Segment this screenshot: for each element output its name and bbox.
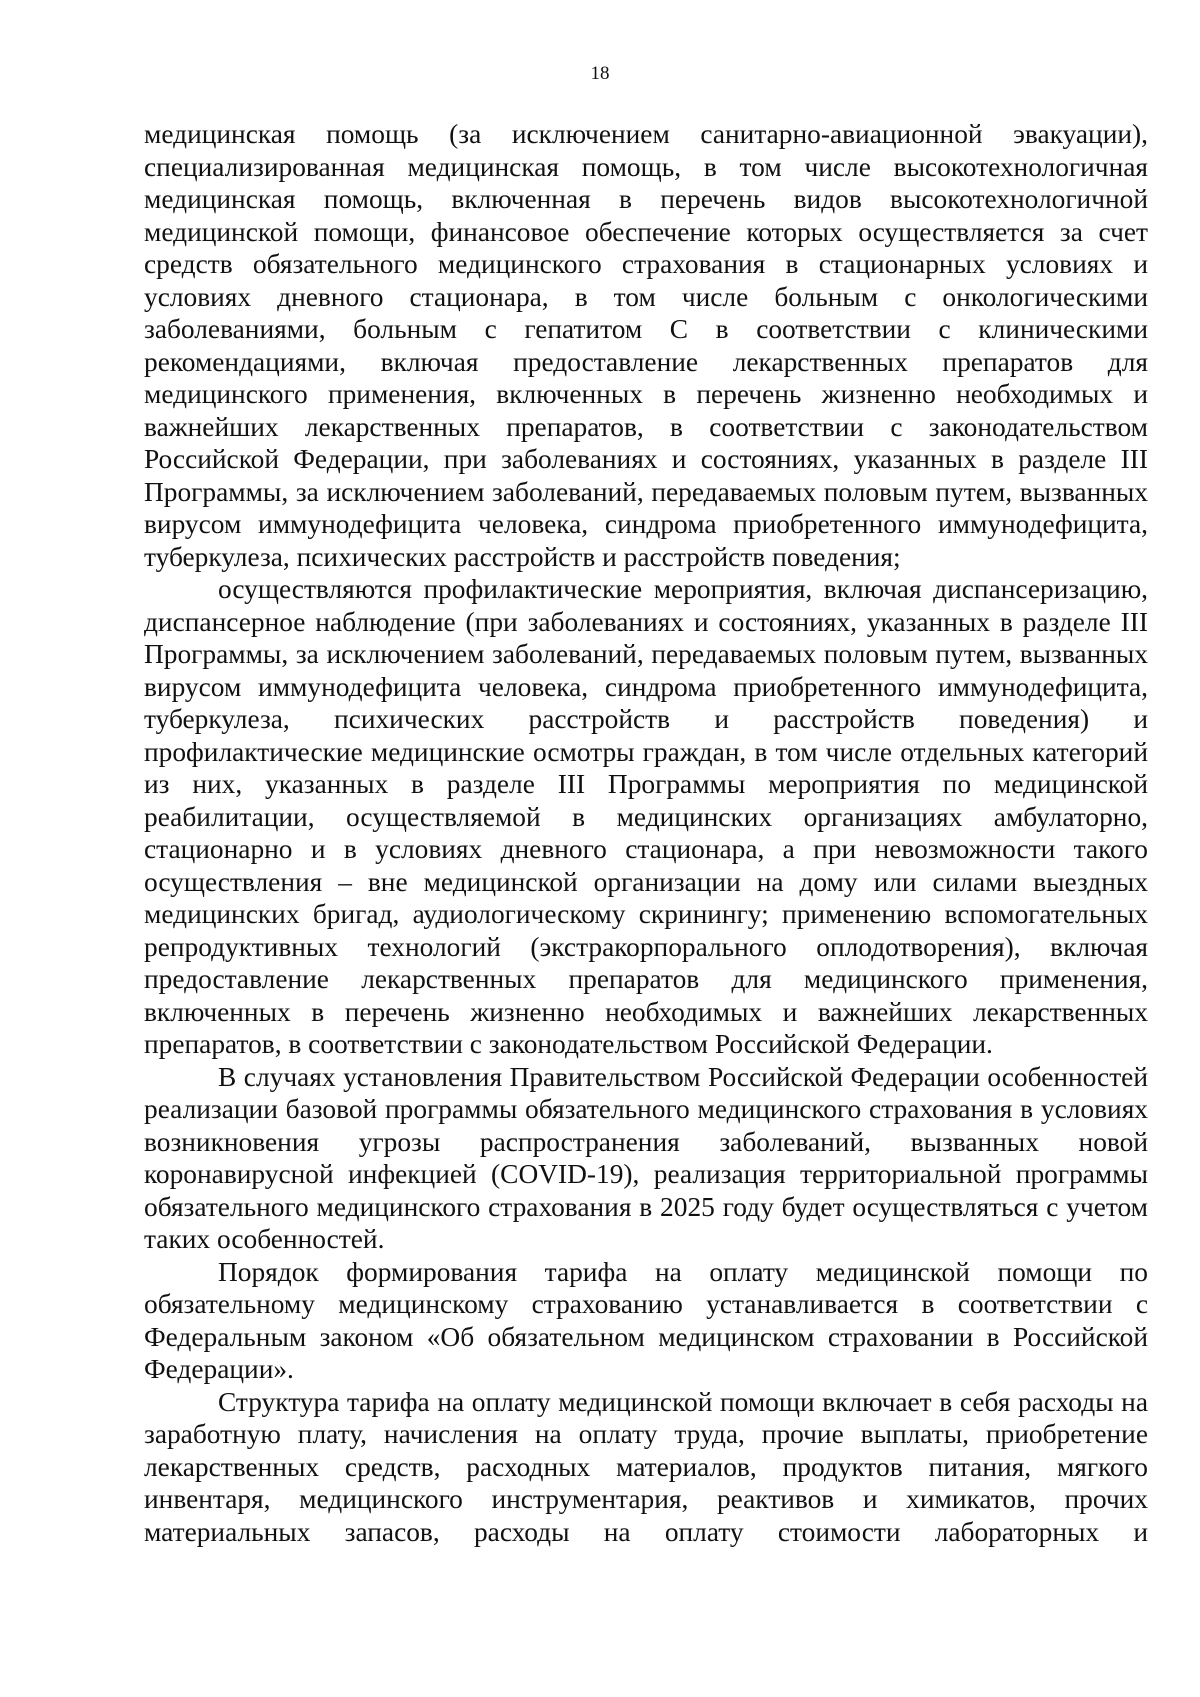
page-number: 18	[590, 63, 610, 84]
document-body	[144, 118, 1148, 1548]
paragraph-tariff-procedure: Порядок формирования тарифа на оплату медицинской помощи по обязательному медицинскому страхованию устанавливается в соответствии с Федеральным законом «Об обязательном медицинском страховании в Российской Федерации».	[144, 1256, 1148, 1384]
paragraph-covid-features: В случаях установления Правительством Российской Федерации особенностей реализации базовой программы обязательного медицинского страхования в условиях возникновения угрозы распространения заболеваний, вызванных новой коронавирусной инфекцией (COVID-19), реализация территориальной программы обязательного медицинского страхования в 2025 году будет осуществляться с учетом таких особенностей.	[144, 1061, 1148, 1254]
paragraph-tariff-structure: Структура тарифа на оплату медицинской помощи включает в себя расходы на заработную плату, начисления на оплату труда, прочие выплаты, приобретение лекарственных средств, расходных материалов, продуктов питания, мягкого инвентаря, медицинского инструментария, реактивов и химикатов, прочих материальных запасов, расходы на оплату стоимости лабораторных и	[144, 1386, 1148, 1547]
paragraph-preventive-measures: осуществляются профилактические мероприятия, включая диспансеризацию, диспансерное наблюдение (при заболеваниях и состояниях, указанных в разделе III Программы, за исключением заболеваний, передаваемых половым путем, вызванных вирусом иммунодефицита человека, синдрома приобретенного иммунодефицита, туберкулеза, психических расстройств и расстройств поведения) и профилактические медицинские осмотры граждан, в том числе отдельных категорий из них, указанных в разделе III Программы мероприятия по медицинской реабилитации, осуществляемой в медицинских организациях амбулаторно, стационарно и в условиях дневного стационара, а при невозможности такого осуществления – вне медицинской организации на дому или силами выездных медицинских бригад, аудиологическому скринингу; применению вспомогательных репродуктивных технологий (экстракорпорального оплодотворения), включая предоставление лекарственных препаратов для медицинского применения, включенных в перечень жизненно необходимых и важнейших лекарственных препаратов, в соответствии с законодательством Российской Федерации.	[144, 574, 1148, 1059]
paragraph-medical-assistance: медицинская помощь (за исключением санитарно-авиационной эвакуации), специализированная медицинская помощь, в том числе высокотехнологичная медицинская помощь, включенная в перечень видов высокотехнологичной медицинской помощи, финансовое обеспечение которых осуществляется за счет средств обязательного медицинского страхования в стационарных условиях и условиях дневного стационара, в том числе больным с онкологическими заболеваниями, больным с гепатитом С в соответствии с клиническими рекомендациями, включая предоставление лекарственных препаратов для медицинского применения, включенных в перечень жизненно необходимых и важнейших лекарственных препаратов, в соответствии с законодательством Российской Федерации, при заболеваниях и состояниях, указанных в разделе III Программы, за исключением заболеваний, передаваемых половым путем, вызванных вирусом иммунодефицита человека, синдрома приобретенного иммунодефицита, туберкулеза, психических расстройств и расстройств поведения;	[144, 119, 1148, 572]
